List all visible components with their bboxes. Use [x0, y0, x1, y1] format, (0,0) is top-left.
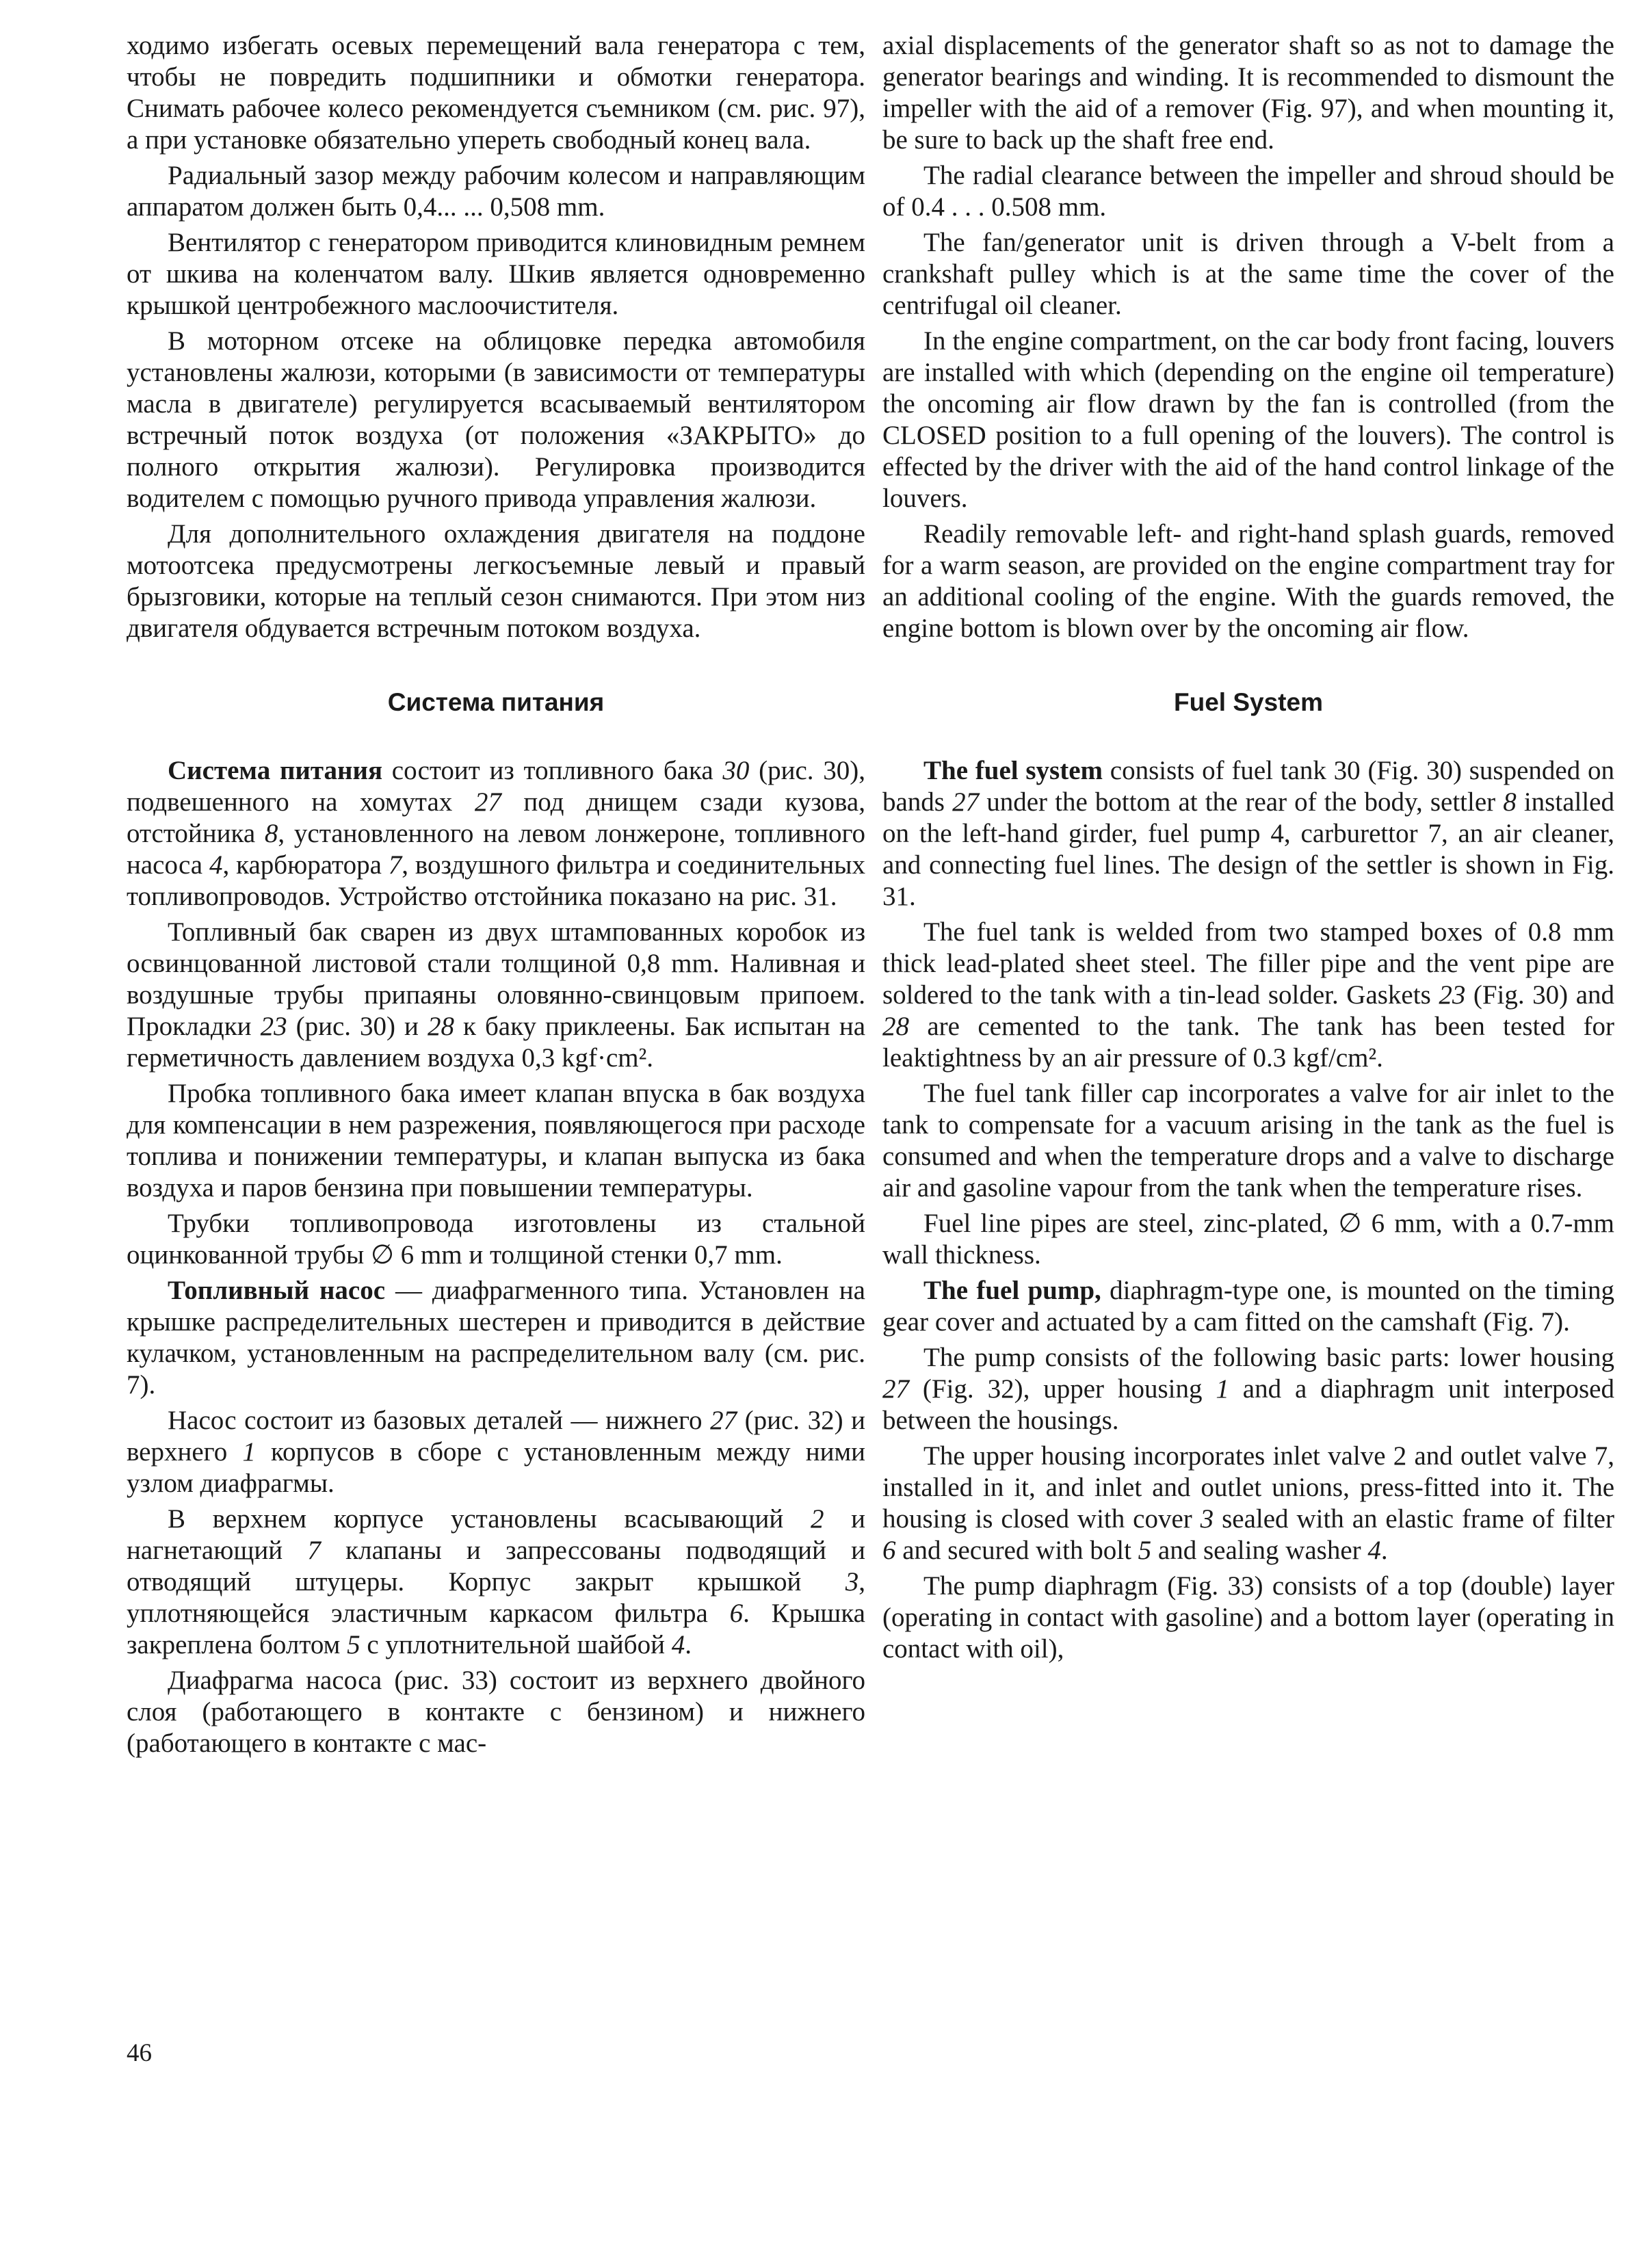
ru-paragraph: Топливный насос — диафрагменного типа. Установлен на крышке распределительных шестерен и приводится в действие кулачком, установленным на распределительном валу (см. рис. 7). [127, 1276, 865, 1400]
ru-paragraph: Диафрагма насоса (рис. 33) состоит из верхнего двойного слоя (работающего в контакте с бензином) и нижнего (работающего в контакте с мас- [127, 1666, 865, 1758]
en-intro-paragraph: In the engine compartment, on the car body front facing, louvers are installed with which (depending on the engine oil temperature) the oncoming air flow drawn by the fan is controlled (from the CLOSED position to a full opening of the louvers). The control is effected by the driver with the aid of the hand control linkage of the louvers. [882, 326, 1614, 513]
ru-paragraph: Топливный бак сварен из двух штампованных коробок из освинцованной листовой стали толщиной 0,8 mm. Наливная и воздушные трубы припаяны оловянно-свинцовым припоем. Прокладки 23 (рис. 30) и 28 к баку приклеены. Бак испытан на герметичность давлением воздуха 0,3 kgf·cm². [127, 917, 866, 1073]
ru-section-heading: Система питания [387, 688, 605, 716]
en-paragraph: The fuel tank is welded from two stamped boxes of 0.8 mm thick lead-plated sheet steel. The filler pipe and the vent pipe are soldered to the tank with a tin-lead solder. Gaskets 23 (Fig. 30) and 28 are cemented to the tank. The tank has been tested for leaktightness by an air pressure of 0.3 kgf/cm². [882, 917, 1615, 1073]
ru-paragraph: Трубки топливопровода изготовлены из стальной оцинкованной трубы ∅ 6 mm и толщиной стенки 0,7 mm. [127, 1209, 865, 1270]
en-paragraph: The fuel system consists of fuel tank 30 (Fig. 30) suspended on bands 27 under the bottom at the rear of the body, settler 8 installed on the left-hand girder, fuel pump 4, carburettor 7, an air cleaner, and connecting fuel lines. The design of the settler is shown in Fig. 31. [882, 756, 1614, 911]
en-paragraph: The fuel tank filler cap incorporates a valve for air inlet to the tank to compensate for a vacuum arising in the tank as the fuel is consumed and when the temperature drops and a valve to discharge air and gasoline vapour from the tank when the temperature rises. [882, 1079, 1614, 1203]
en-lead-term: The fuel pump, [923, 1276, 1101, 1305]
english-column [882, 30, 1614, 1669]
ru-intro-paragraph: ходимо избегать осевых перемещений вала генератора с тем, чтобы не повредить подшипники и обмотки генератора. Снимать рабочее колесо рекомендуется съемником (см. рис. 97), а при установке обязательно упереть свободный конец вала. [127, 31, 865, 155]
ru-paragraph: Система питания состоит из топливного бака 30 (рис. 30), подвешенного на хомутах 27 под днищем сзади кузова, отстойника 8, установленного на левом лонжероне, топливного насоса 4, карбюратора 7, воздушного фильтра и соединительных топливопроводов. Устройство отстойника показано на рис. 31. [127, 756, 866, 911]
ru-intro-paragraph: Радиальный зазор между рабочим колесом и направляющим аппаратом должен быть 0,4... ... 0,508 mm. [127, 161, 865, 222]
ru-paragraph: Насос состоит из базовых деталей — нижнего 27 (рис. 32) и верхнего 1 корпусов в сборе с установленным между ними узлом диафрагмы. [127, 1406, 866, 1498]
en-paragraph: The pump diaphragm (Fig. 33) consists of a top (double) layer (operating in contact with gasoline) and a bottom layer (operating in contact with oil), [882, 1571, 1614, 1664]
en-lead-term: The fuel system [923, 756, 1103, 785]
ru-lead-term: Топливный насос [168, 1276, 386, 1305]
en-paragraph: The fuel pump, diaphragm-type one, is mounted on the timing gear cover and actuated by a cam fitted on the camshaft (Fig. 7). [882, 1276, 1614, 1337]
en-intro-paragraph: Readily removable left- and right-hand splash guards, removed for a warm season, are provided on the engine compartment tray for an additional cooling of the engine. With the guards removed, the engine bottom is blown over by the oncoming air flow. [882, 519, 1614, 643]
en-intro-paragraph: axial displacements of the generator shaft so as not to damage the generator bearings and winding. It is recommended to dismount the impeller with the aid of a remover (Fig. 97), and when mounting it, be sure to back up the shaft free end. [882, 31, 1614, 155]
en-section-heading: Fuel System [1174, 688, 1323, 716]
en-intro-paragraph: The radial clearance between the impeller and shroud should be of 0.4 . . . 0.508 mm. [882, 161, 1614, 222]
russian-column [127, 30, 865, 1763]
page-number: 46 [127, 2039, 152, 2067]
ru-intro-paragraph: Для дополнительного охлаждения двигателя на поддоне мотоотсека предусмотрены легкосъемные левый и правый брызговики, которые на теплый сезон снимаются. При этом низ двигателя обдувается встречным потоком воздуха. [127, 519, 865, 643]
en-intro-paragraph: The fan/generator unit is driven through a V-belt from a crankshaft pulley which is at the same time the cover of the centrifugal oil cleaner. [882, 228, 1614, 320]
ru-paragraph: Пробка топливного бака имеет клапан впуска в бак воздуха для компенсации в нем разрежения, появляющегося при расходе топлива и понижении температуры, и клапан выпуска из бака воздуха и паров бензина при повышении температуры. [127, 1079, 865, 1203]
ru-intro-paragraph: В моторном отсеке на облицовке передка автомобиля установлены жалюзи, которыми (в зависимости от температуры масла в двигателе) регулируется всасываемый вентилятором встречный поток воздуха (от положения «ЗАКРЫТО» до полного открытия жалюзи). Регулировка производится водителем с помощью ручного привода управления жалюзи. [127, 326, 865, 513]
ru-lead-term: Система питания [168, 756, 383, 785]
ru-paragraph: В верхнем корпусе установлены всасывающий 2 и нагнетающий 7 клапаны и запрессованы подводящий и отводящий штуцеры. Корпус закрыт крышкой 3, уплотняющейся эластичным каркасом фильтра 6. Крышка закреплена болтом 5 с уплотнительной шайбой 4. [127, 1504, 865, 1659]
ru-intro-paragraph: Вентилятор с генератором приводится клиновидным ремнем от шкива на коленчатом валу. Шкив является одновременно крышкой центробежного маслоочистителя. [127, 228, 865, 320]
en-paragraph: The pump consists of the following basic parts: lower housing 27 (Fig. 32), upper housing 1 and a diaphragm unit interposed between the housings. [882, 1343, 1614, 1435]
en-paragraph: The upper housing incorporates inlet valve 2 and outlet valve 7, installed in it, and inlet and outlet unions, press-fitted into it. The housing is closed with cover 3 sealed with an elastic frame of filter 6 and secured with bolt 5 and sealing washer 4. [882, 1441, 1614, 1565]
en-paragraph: Fuel line pipes are steel, zinc-plated, ∅ 6 mm, with a 0.7-mm wall thickness. [882, 1209, 1614, 1270]
